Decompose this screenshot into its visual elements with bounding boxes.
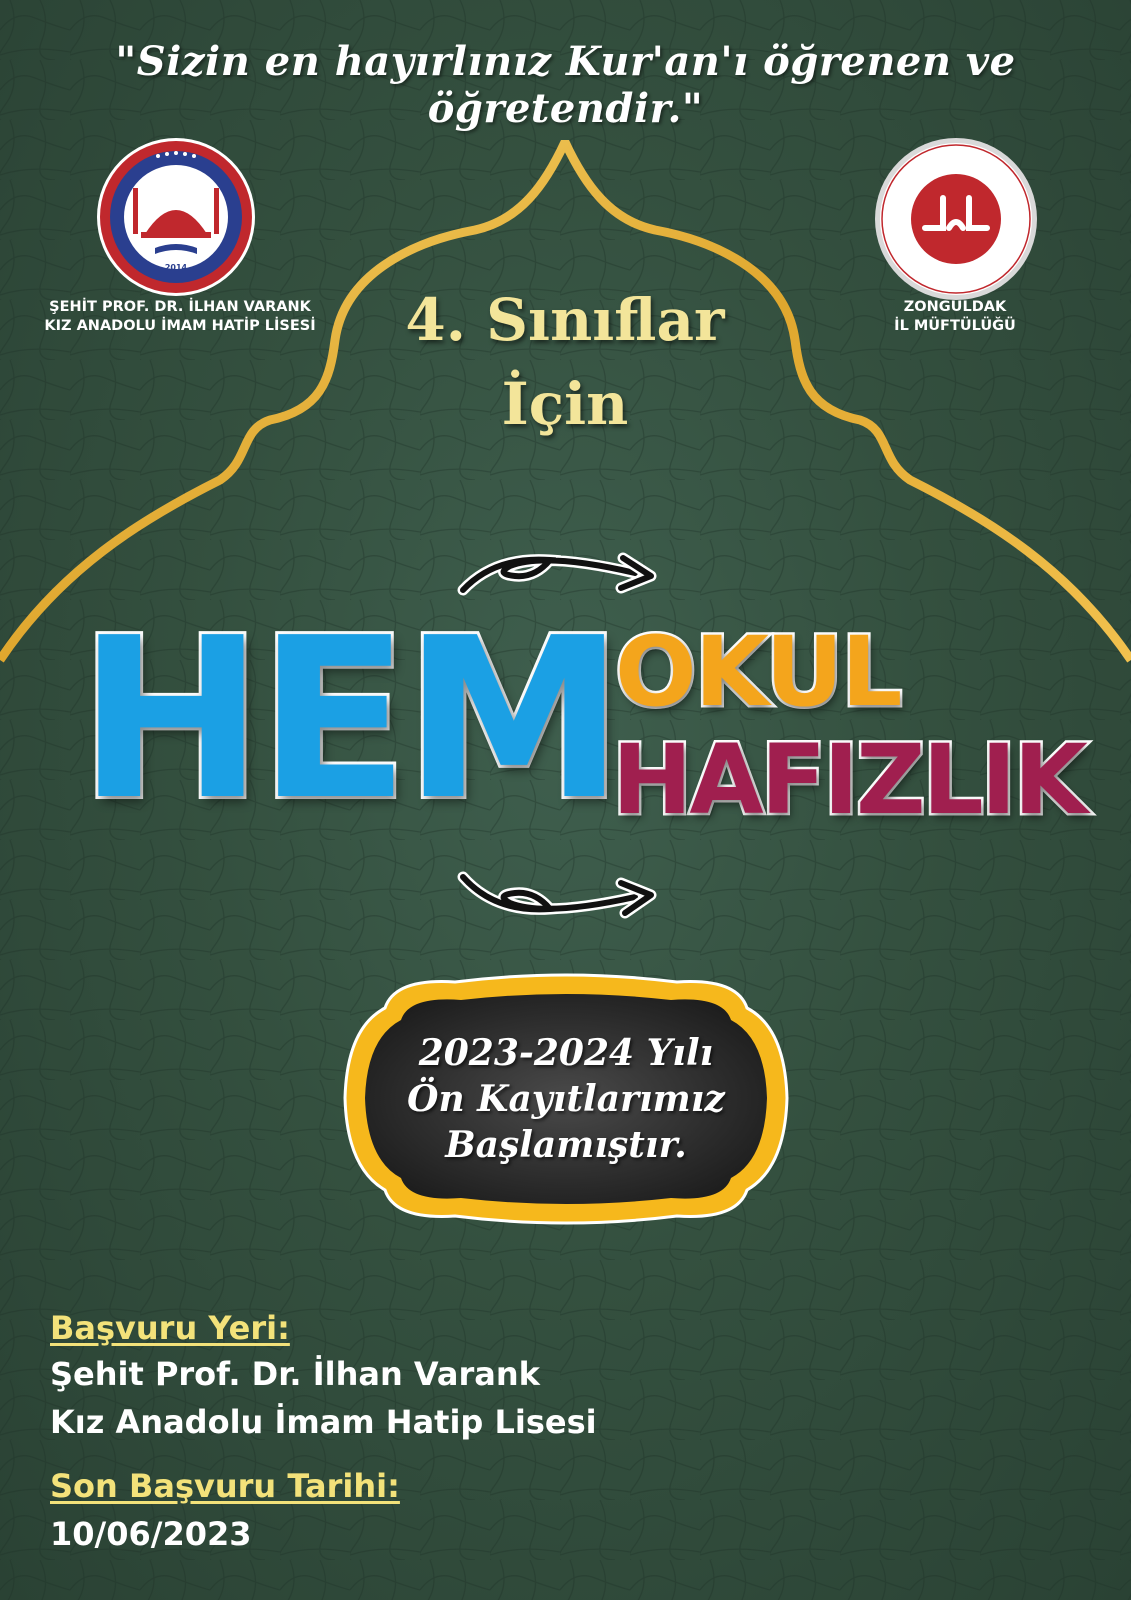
application-place-line1: Şehit Prof. Dr. İlhan Varank xyxy=(50,1355,540,1393)
diyanet-seal-icon xyxy=(873,136,1039,302)
application-place-label: Başvuru Yeri: xyxy=(50,1309,290,1347)
application-place-line2: Kız Anadolu İmam Hatip Lisesi xyxy=(50,1403,597,1441)
mufti-caption-line1: ZONGULDAK xyxy=(903,299,1007,315)
school-caption xyxy=(30,298,330,336)
deadline-label: Son Başvuru Tarihi: xyxy=(50,1467,400,1505)
headline-okul: OKUL xyxy=(615,616,901,728)
curved-arrow-bottom-icon xyxy=(455,865,665,925)
registration-line2: Ön Kayıtlarımız xyxy=(407,1078,725,1120)
grade-line1: 4. Sınıflar xyxy=(405,286,725,354)
school-seal-icon xyxy=(95,136,257,298)
registration-line1: 2023-2024 Yılı xyxy=(418,1032,714,1074)
registration-line3: Başlamıştır. xyxy=(445,1124,687,1166)
mufti-caption-line2: İL MÜFTÜLÜĞÜ xyxy=(894,318,1016,334)
mufti-caption xyxy=(850,298,1060,336)
grade-heading xyxy=(300,278,830,446)
hadith-quote: "Sizin en hayırlınız Kur'an'ı öğrenen ve öğretendir." xyxy=(115,38,1016,132)
school-caption-line1: ŞEHİT PROF. DR. İLHAN VARANK xyxy=(49,299,311,315)
headline-hafizlik: HAFIZLIK xyxy=(612,724,1085,836)
grade-line2: İçin xyxy=(501,370,629,438)
deadline-date: 10/06/2023 xyxy=(50,1515,252,1553)
registration-text xyxy=(370,1030,762,1168)
svg-text:2014: 2014 xyxy=(164,263,188,272)
headline-hem: HEM xyxy=(78,591,619,849)
school-caption-line2: KIZ ANADOLU İMAM HATİP LİSESİ xyxy=(44,318,316,334)
